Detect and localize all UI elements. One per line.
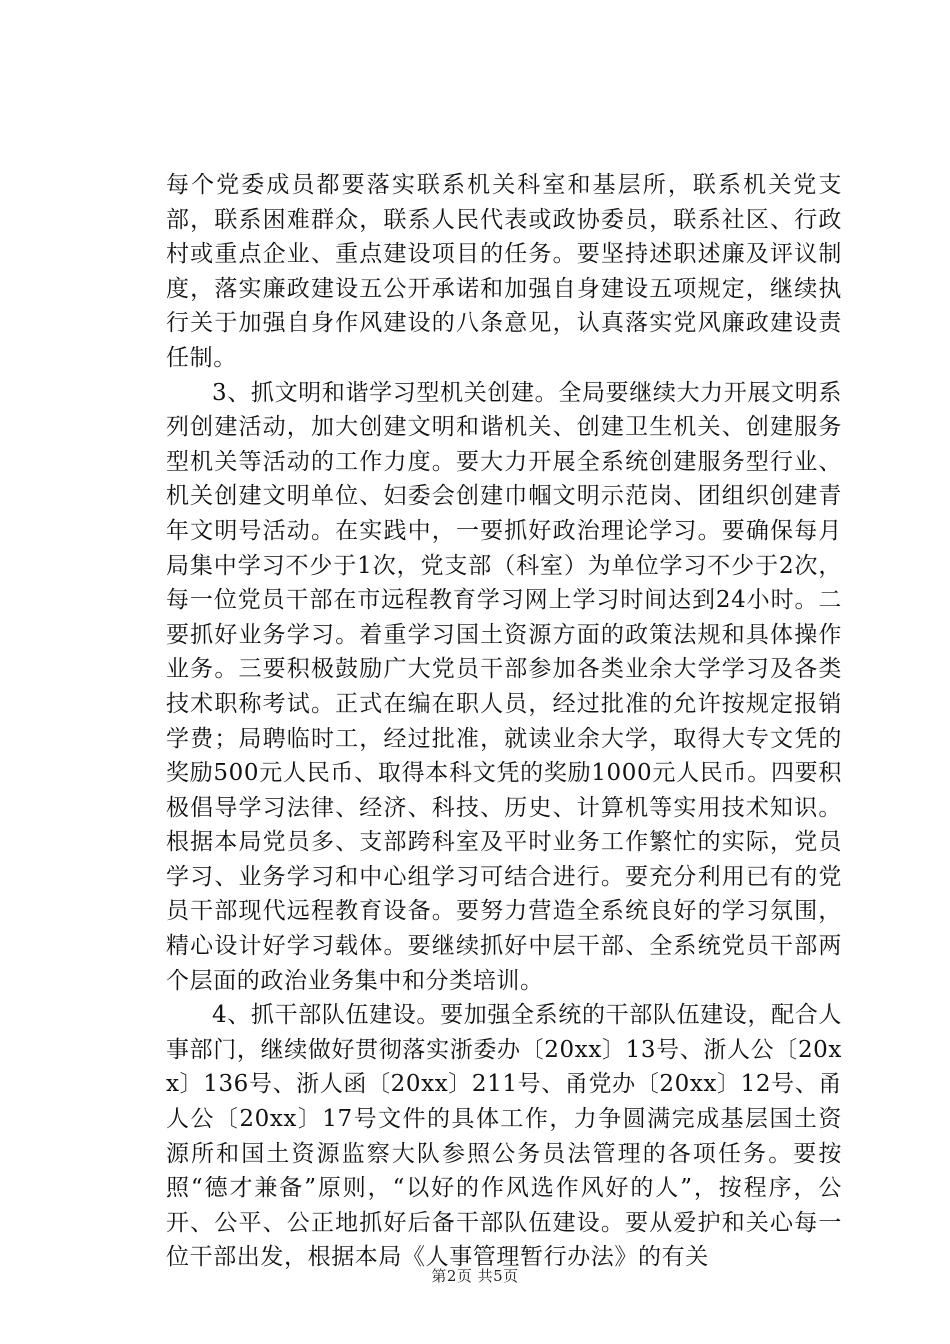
- page-number-footer: 第2页 共5页: [431, 1267, 519, 1285]
- document-body: [166, 168, 842, 1275]
- paragraph-1: 每个党委成员都要落实联系机关科室和基层所，联系机关党支部，联系困难群众，联系人民代表或政协委员，联系社区、行政村或重点企业、重点建设项目的任务。要坚持述职述廉及评议制度，落实廉政建设五公开承诺和加强自身建设五项规定，继续执行关于加强自身作风建设的八条意见，认真落实党风廉政建设责任制。: [166, 172, 842, 371]
- paragraph-3: 4、抓干部队伍建设。要加强全系统的干部队伍建设，配合人事部门，继续做好贯彻落实浙委办〔20xx〕13号、浙人公〔20xx〕136号、浙人函〔20xx〕211号、甬党办〔20xx〕12号、甬人公〔20xx〕17号文件的具体工作，力争圆满完成基层国土资源所和国土资源监察大队参照公务员法管理的各项任务。要按照“德才兼备”原则，“以好的作风选作风好的人”，按程序，公开、公平、公正地抓好后备干部队伍建设。要从爱护和关心每一位干部出发，根据本局《人事管理暂行办法》的有关: [166, 1002, 842, 1271]
- paragraph-2: 3、抓文明和谐学习型机关创建。全局要继续大力开展文明系列创建活动，加大创建文明和谐机关、创建卫生机关、创建服务型机关等活动的工作力度。要大力开展全系统创建服务型行业、机关创建文明单位、妇委会创建巾帼文明示范岗、团组织创建青年文明号活动。在实践中，一要抓好政治理论学习。要确保每月局集中学习不少于1次，党支部（科室）为单位学习不少于2次，每一位党员干部在市远程教育学习网上学习时间达到24小时。二要抓好业务学习。着重学习国土资源方面的政策法规和具体操作业务。三要积极鼓励广大党员干部参加各类业余大学学习及各类技术职称考试。正式在编在职人员，经过批准的允许按规定报销学费；局聘临时工，经过批准，就读业余大学，取得大专文凭的奖励500元人民币、取得本科文凭的奖励1000元人民币。四要积极倡导学习法律、经济、科技、历史、计算机等实用技术知识。根据本局党员多、支部跨科室及平时业务工作繁忙的实际，党员学习、业务学习和中心组学习可结合进行。要充分利用已有的党员干部现代远程教育设备。要努力营造全系统良好的学习氛围，精心设计好学习载体。要继续抓好中层干部、全系统党员干部两个层面的政治业务集中和分类培训。: [166, 379, 842, 994]
